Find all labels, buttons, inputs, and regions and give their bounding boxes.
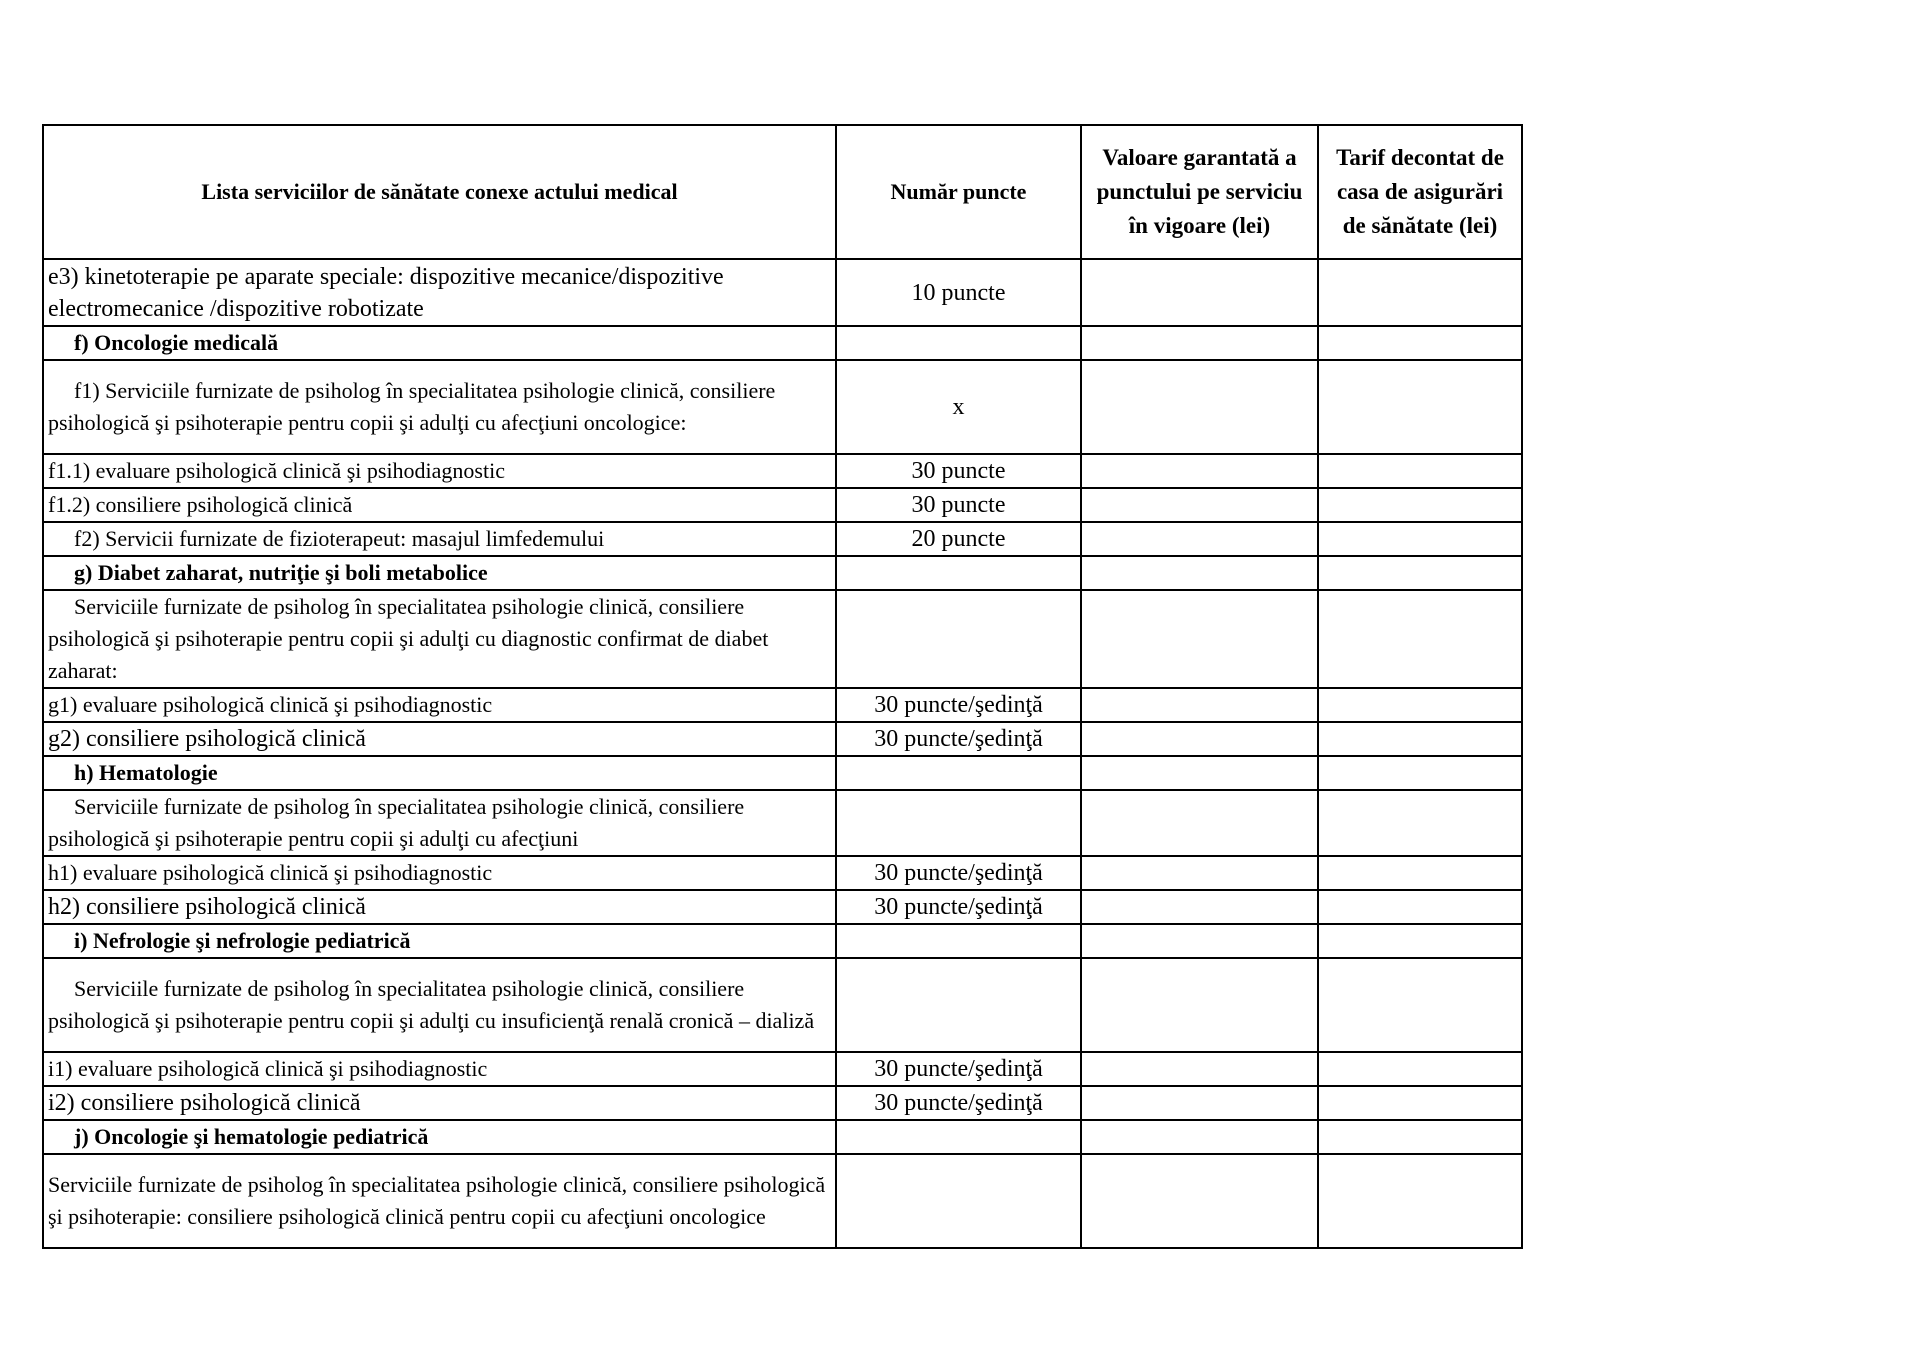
header-guaranteed-value: Valoare garantată a punctului pe serviciu în vigoare (lei) [1081, 125, 1318, 259]
row-points [836, 590, 1081, 688]
row-tariff-cell [1318, 360, 1522, 454]
row-value-cell [1081, 259, 1318, 326]
row-points: 30 puncte/şedinţă [836, 1052, 1081, 1086]
row-value-cell [1081, 722, 1318, 756]
row-points [836, 924, 1081, 958]
section-row [43, 556, 1522, 590]
row-value-cell [1081, 756, 1318, 790]
row-value-cell [1081, 790, 1318, 856]
row-points: 30 puncte/şedinţă [836, 1086, 1081, 1120]
row-points [836, 790, 1081, 856]
row-tariff-cell [1318, 1086, 1522, 1120]
row-points [836, 1120, 1081, 1154]
table-row [43, 522, 1522, 556]
row-points: 30 puncte/şedinţă [836, 890, 1081, 924]
row-points: 30 puncte [836, 488, 1081, 522]
row-value-cell [1081, 360, 1318, 454]
section-row [43, 326, 1522, 360]
row-value-cell [1081, 688, 1318, 722]
row-value-cell [1081, 454, 1318, 488]
table-row [43, 259, 1522, 326]
row-tariff-cell [1318, 590, 1522, 688]
table-row [43, 590, 1522, 688]
row-value-cell [1081, 958, 1318, 1052]
row-tariff-cell [1318, 454, 1522, 488]
row-tariff-cell [1318, 790, 1522, 856]
header-points: Număr puncte [836, 125, 1081, 259]
row-points: 10 puncte [836, 259, 1081, 326]
section-title: f) Oncologie medicală [43, 326, 836, 360]
row-description: f1.1) evaluare psihologică clinică şi psihodiagnostic [43, 454, 836, 488]
row-description: e3) kinetoterapie pe aparate speciale: dispozitive mecanice/dispozitive electromecanice /dispozitive robotizate [43, 259, 836, 326]
row-description: f1.2) consiliere psihologică clinică [43, 488, 836, 522]
row-points: x [836, 360, 1081, 454]
section-row [43, 1120, 1522, 1154]
row-description: i2) consiliere psihologică clinică [43, 1086, 836, 1120]
row-tariff-cell [1318, 1120, 1522, 1154]
row-points [836, 958, 1081, 1052]
row-tariff-cell [1318, 958, 1522, 1052]
table-row [43, 722, 1522, 756]
row-tariff-cell [1318, 326, 1522, 360]
section-title: h) Hematologie [43, 756, 836, 790]
row-tariff-cell [1318, 688, 1522, 722]
row-value-cell [1081, 924, 1318, 958]
table-row [43, 890, 1522, 924]
row-points: 30 puncte [836, 454, 1081, 488]
section-title: i) Nefrologie şi nefrologie pediatrică [43, 924, 836, 958]
table-row [43, 688, 1522, 722]
row-value-cell [1081, 1052, 1318, 1086]
table-row [43, 1086, 1522, 1120]
row-description: Serviciile furnizate de psiholog în specialitatea psihologie clinică, consiliere psihologică şi psihoterapie pentru copii şi adulţi cu diagnostic confirmat de diabet zaharat: [43, 590, 836, 688]
row-value-cell [1081, 556, 1318, 590]
table-row [43, 958, 1522, 1052]
table-row [43, 488, 1522, 522]
row-points [836, 326, 1081, 360]
table-row [43, 790, 1522, 856]
section-row [43, 924, 1522, 958]
row-description: Serviciile furnizate de psiholog în specialitatea psihologie clinică, consiliere psihologică şi psihoterapie: consiliere psihologică clinică pentru copii cu afecţiuni oncologice [43, 1154, 836, 1248]
row-description: h2) consiliere psihologică clinică [43, 890, 836, 924]
row-value-cell [1081, 1120, 1318, 1154]
row-points [836, 1154, 1081, 1248]
table-row [43, 1154, 1522, 1248]
table-row [43, 856, 1522, 890]
header-tariff: Tarif decontat de casa de asigurări de sănătate (lei) [1318, 125, 1522, 259]
row-tariff-cell [1318, 756, 1522, 790]
section-title: j) Oncologie şi hematologie pediatrică [43, 1120, 836, 1154]
table-row [43, 454, 1522, 488]
row-tariff-cell [1318, 1154, 1522, 1248]
row-tariff-cell [1318, 1052, 1522, 1086]
row-value-cell [1081, 488, 1318, 522]
row-value-cell [1081, 1154, 1318, 1248]
row-tariff-cell [1318, 924, 1522, 958]
row-description: i1) evaluare psihologică clinică şi psihodiagnostic [43, 1052, 836, 1086]
row-value-cell [1081, 856, 1318, 890]
row-points: 30 puncte/şedinţă [836, 856, 1081, 890]
row-description: f2) Servicii furnizate de fizioterapeut: masajul limfedemului [43, 522, 836, 556]
table-row [43, 360, 1522, 454]
section-row [43, 756, 1522, 790]
header-service-list: Lista serviciilor de sănătate conexe actului medical [43, 125, 836, 259]
row-points [836, 556, 1081, 590]
row-points [836, 756, 1081, 790]
table-row [43, 1052, 1522, 1086]
row-value-cell [1081, 1086, 1318, 1120]
row-description: h1) evaluare psihologică clinică şi psihodiagnostic [43, 856, 836, 890]
row-tariff-cell [1318, 856, 1522, 890]
row-points: 20 puncte [836, 522, 1081, 556]
services-table [42, 124, 1523, 1249]
row-description: Serviciile furnizate de psiholog în specialitatea psihologie clinică, consiliere psihologică şi psihoterapie pentru copii şi adulţi cu afecţiuni [43, 790, 836, 856]
row-tariff-cell [1318, 890, 1522, 924]
section-title: g) Diabet zaharat, nutriţie şi boli metabolice [43, 556, 836, 590]
row-tariff-cell [1318, 556, 1522, 590]
row-tariff-cell [1318, 522, 1522, 556]
row-tariff-cell [1318, 259, 1522, 326]
row-description: Serviciile furnizate de psiholog în specialitatea psihologie clinică, consiliere psihologică şi psihoterapie pentru copii şi adulţi cu insuficienţă renală cronică – dializă [43, 958, 836, 1052]
row-description: g2) consiliere psihologică clinică [43, 722, 836, 756]
row-value-cell [1081, 590, 1318, 688]
row-value-cell [1081, 522, 1318, 556]
row-tariff-cell [1318, 488, 1522, 522]
row-value-cell [1081, 326, 1318, 360]
row-tariff-cell [1318, 722, 1522, 756]
row-description: g1) evaluare psihologică clinică şi psihodiagnostic [43, 688, 836, 722]
table-header-row [43, 125, 1522, 259]
row-value-cell [1081, 890, 1318, 924]
row-points: 30 puncte/şedinţă [836, 722, 1081, 756]
row-description: f1) Serviciile furnizate de psiholog în specialitatea psihologie clinică, consiliere psihologică şi psihoterapie pentru copii şi adulţi cu afecţiuni oncologice: [43, 360, 836, 454]
row-points: 30 puncte/şedinţă [836, 688, 1081, 722]
